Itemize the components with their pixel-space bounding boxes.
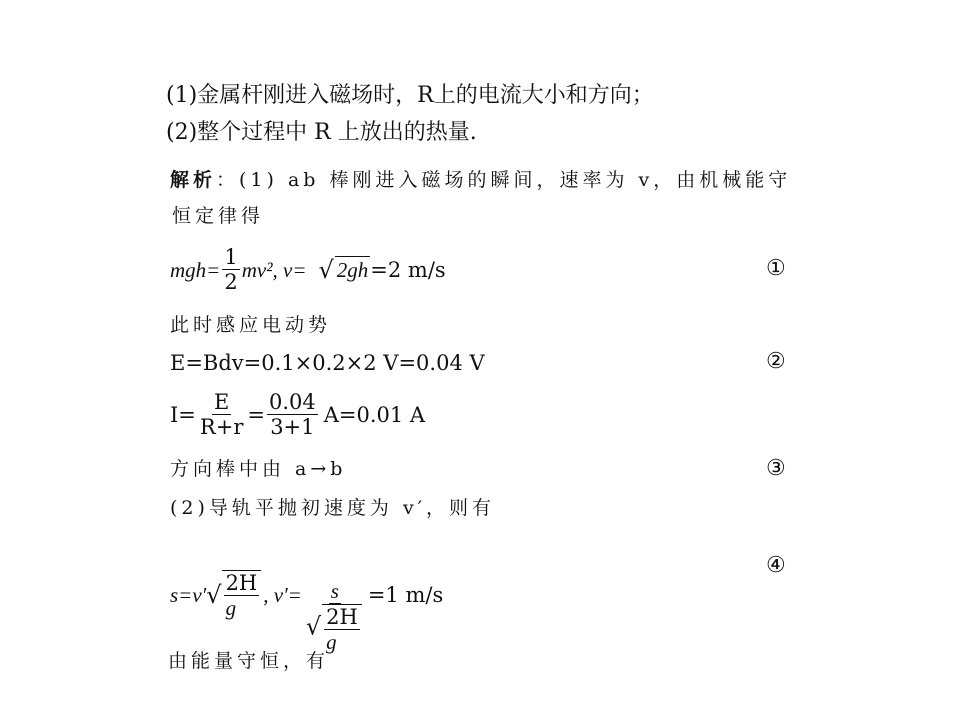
question-2: (2)整个过程中 R 上放出的热量. [166, 120, 477, 145]
frac-den [304, 604, 366, 654]
eq4-lhs: s=v′ [170, 582, 207, 607]
current-lhs: I= [170, 402, 196, 427]
eq1-mid: mv², v= [241, 257, 307, 282]
frac-den: g [225, 595, 237, 620]
solution-label: 解析 [170, 169, 217, 191]
fraction-values [267, 390, 318, 439]
frac-den: 2 [224, 270, 238, 294]
tag-3: ③ [766, 456, 786, 481]
frac-num: s [330, 579, 339, 603]
part1-intro-cont: 恒定律得 [172, 205, 265, 227]
fraction-s-over-sqrt [304, 579, 366, 654]
sqrt-fraction [222, 570, 262, 620]
tag-2: ② [766, 349, 786, 374]
fraction-half [222, 245, 239, 294]
part1-intro: ：(1) ab 棒刚进入磁场的瞬间，速率为 v，由机械能守 [216, 169, 792, 191]
fraction-e-over-r [198, 390, 245, 439]
sqrt-symbol: √ [206, 580, 222, 609]
equation-4 [170, 535, 443, 654]
equation-current [170, 390, 425, 439]
eq4-rhs: =1 m/s [367, 582, 444, 607]
eq4-mid: , v′= [263, 582, 302, 607]
eq1-rhs: =2 m/s [370, 257, 446, 282]
frac-num: 0.04 [268, 390, 316, 414]
frac-num: 2H [326, 605, 358, 629]
solution-intro [170, 167, 791, 193]
energy-intro: 由能量守恒，有 [168, 650, 330, 672]
tag-4: ④ [766, 553, 786, 578]
emf-intro: 此时感应电动势 [170, 314, 332, 336]
equation-2: E=Bdv=0.1×0.2×2 V=0.04 V [170, 351, 485, 375]
frac-den: 3+1 [270, 415, 315, 439]
sqrt-arg: 2gh [336, 258, 369, 282]
frac-den: g [326, 630, 337, 654]
frac-num: E [213, 390, 230, 414]
sqrt-symbol: √ [318, 255, 334, 284]
current-rhs: A=0.01 A [323, 402, 426, 427]
frac-num: 1 [224, 245, 238, 269]
equation-1 [170, 245, 446, 294]
tag-1: ① [766, 256, 786, 281]
frac-den: R+r [199, 415, 244, 439]
part2-intro: (2)导轨平抛初速度为 v′，则有 [170, 497, 496, 519]
direction-text: 方向棒中由 a→b [170, 458, 347, 480]
question-1: (1)金属杆刚进入磁场时，R上的电流大小和方向； [166, 83, 654, 108]
equals: = [247, 402, 265, 427]
eq1-lhs: mgh= [170, 257, 221, 282]
sqrt-symbol: √ [305, 612, 322, 641]
sqrt-fraction [322, 604, 362, 654]
frac-num: 2H [225, 570, 258, 595]
